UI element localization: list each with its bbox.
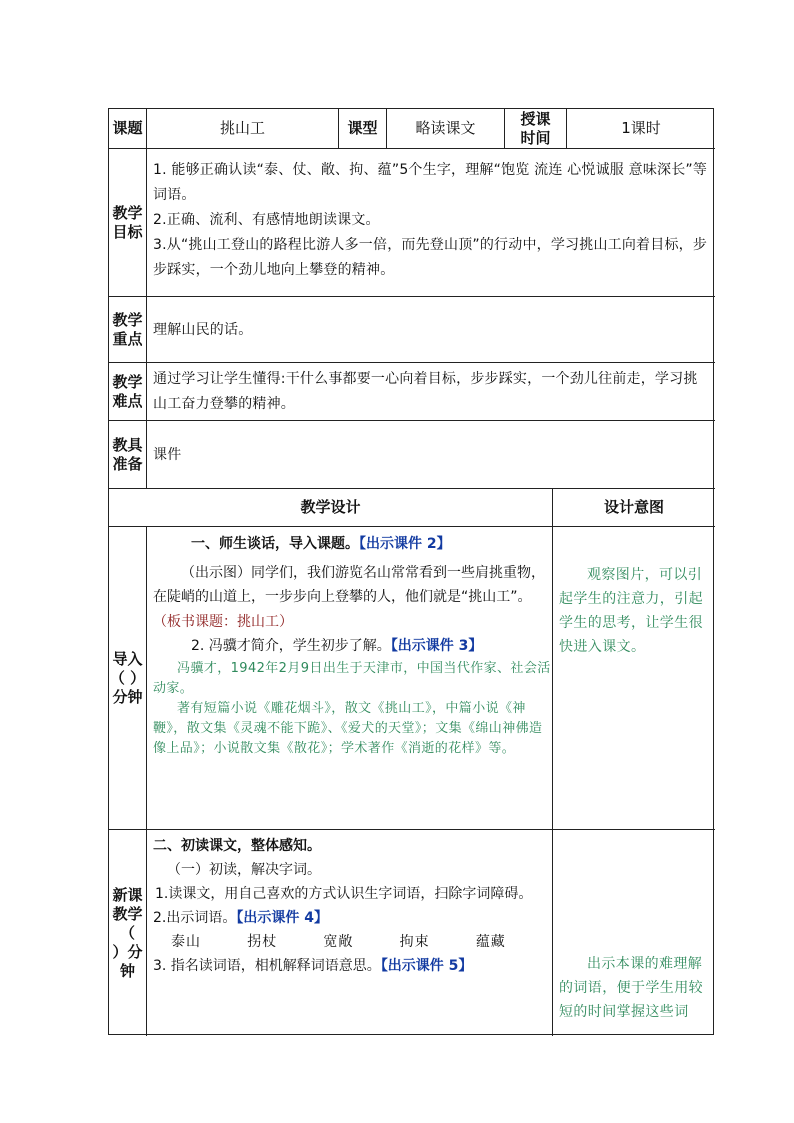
- word-item: 拘束: [399, 934, 430, 950]
- topic-value: 挑山工: [147, 109, 339, 149]
- difficulty-label: 教学 难点: [109, 363, 147, 421]
- goals-label: 教学 目标: [109, 149, 147, 297]
- time-label: 授课 时间: [505, 109, 567, 149]
- newlesson-subtitle: （一）初读，解决字词。: [167, 862, 321, 878]
- word-list-heading: 2.出示词语。【出示课件 4】: [153, 910, 328, 926]
- focus-label: 教学 重点: [109, 297, 147, 363]
- type-value: 略读课文: [387, 109, 505, 149]
- design-column-heading: 教学设计: [109, 489, 553, 527]
- read-aloud-task: 3. 指名读词语，相机解释词语意思。【出示课件 5】: [153, 958, 473, 974]
- tools-content: 课件: [147, 421, 715, 489]
- intro-intent: 观察图片，可以引起学生的注意力，引起学生的思考，让学生很快进入课文。: [553, 527, 715, 830]
- goal-item: 2.正确、流利、有感情地朗读课文。: [153, 212, 380, 228]
- intent-column-heading: 设计意图: [553, 489, 715, 527]
- newlesson-title: 二、初读课文，整体感知。: [153, 838, 321, 854]
- word-item: 蕴藏: [475, 934, 506, 950]
- difficulty-content: 通过学习让学生懂得:干什么事都要一心向着目标，步步踩实，一个劲儿往前走，学习挑山工奋力登攀的精神。: [147, 363, 715, 421]
- goals-content: [147, 149, 715, 297]
- newlesson-intent: 出示本课的难理解的词语，便于学生用较短的时间掌握这些词: [559, 956, 703, 1020]
- newlesson-side-label: 新课 教学 （ ）分钟: [109, 830, 147, 1036]
- author-bio: 冯骥才，1942年2月9日出生于天津市，中国当代作家、社会活动家。: [153, 660, 551, 696]
- tools-label: 教具 准备: [109, 421, 147, 489]
- reading-task: 1.读课文，用自己喜欢的方式认识生字词语，扫除字词障碍。: [155, 886, 533, 902]
- word-item: 宽敞: [323, 934, 354, 950]
- author-intro: 2. 冯骥才简介，学生初步了解。【出示课件 3】: [191, 638, 483, 654]
- lesson-plan-table: [108, 108, 714, 1035]
- intro-paragraph: （出示图）同学们，我们游览名山常常看到一些肩挑重物，在陡峭的山道上，一步步向上登攀的人，他们就是“挑山工”。: [153, 564, 545, 605]
- type-label: 课型: [339, 109, 387, 149]
- newlesson-design: [147, 830, 553, 1036]
- goal-item: 1. 能够正确认读“泰、仗、敞、拘、蕴”5个生字，理解“饱览 流连 心悦诚服 意味深长”等词语。: [153, 162, 708, 203]
- intro-title: 一、师生谈话，导入课题。【出示课件 2】: [191, 536, 451, 552]
- word-item: 拐杖: [247, 934, 278, 950]
- word-list: [153, 930, 552, 954]
- intro-side-label: 导入 （ ） 分钟: [109, 527, 147, 830]
- intro-design: [147, 527, 553, 830]
- author-works: 著有短篇小说《雕花烟斗》，散文《挑山工》，中篇小说《神鞭》，散文集《灵魂不能下跪》、《爱犬的天堂》；文集《绵山神佛造像上品》；小说散文集《散花》；学术著作《消逝的花样》等。: [153, 700, 543, 756]
- board-note: （板书课题：挑山工）: [153, 613, 293, 630]
- topic-label: 课题: [109, 109, 147, 149]
- goal-item: 3.从“挑山工登山的路程比游人多一倍，而先登山顶”的行动中，学习挑山工向着目标，步步踩实，一个劲儿地向上攀登的精神。: [153, 237, 708, 278]
- word-item: 泰山: [171, 934, 201, 950]
- focus-content: 理解山民的话。: [147, 297, 715, 363]
- time-value: 1课时: [567, 109, 715, 149]
